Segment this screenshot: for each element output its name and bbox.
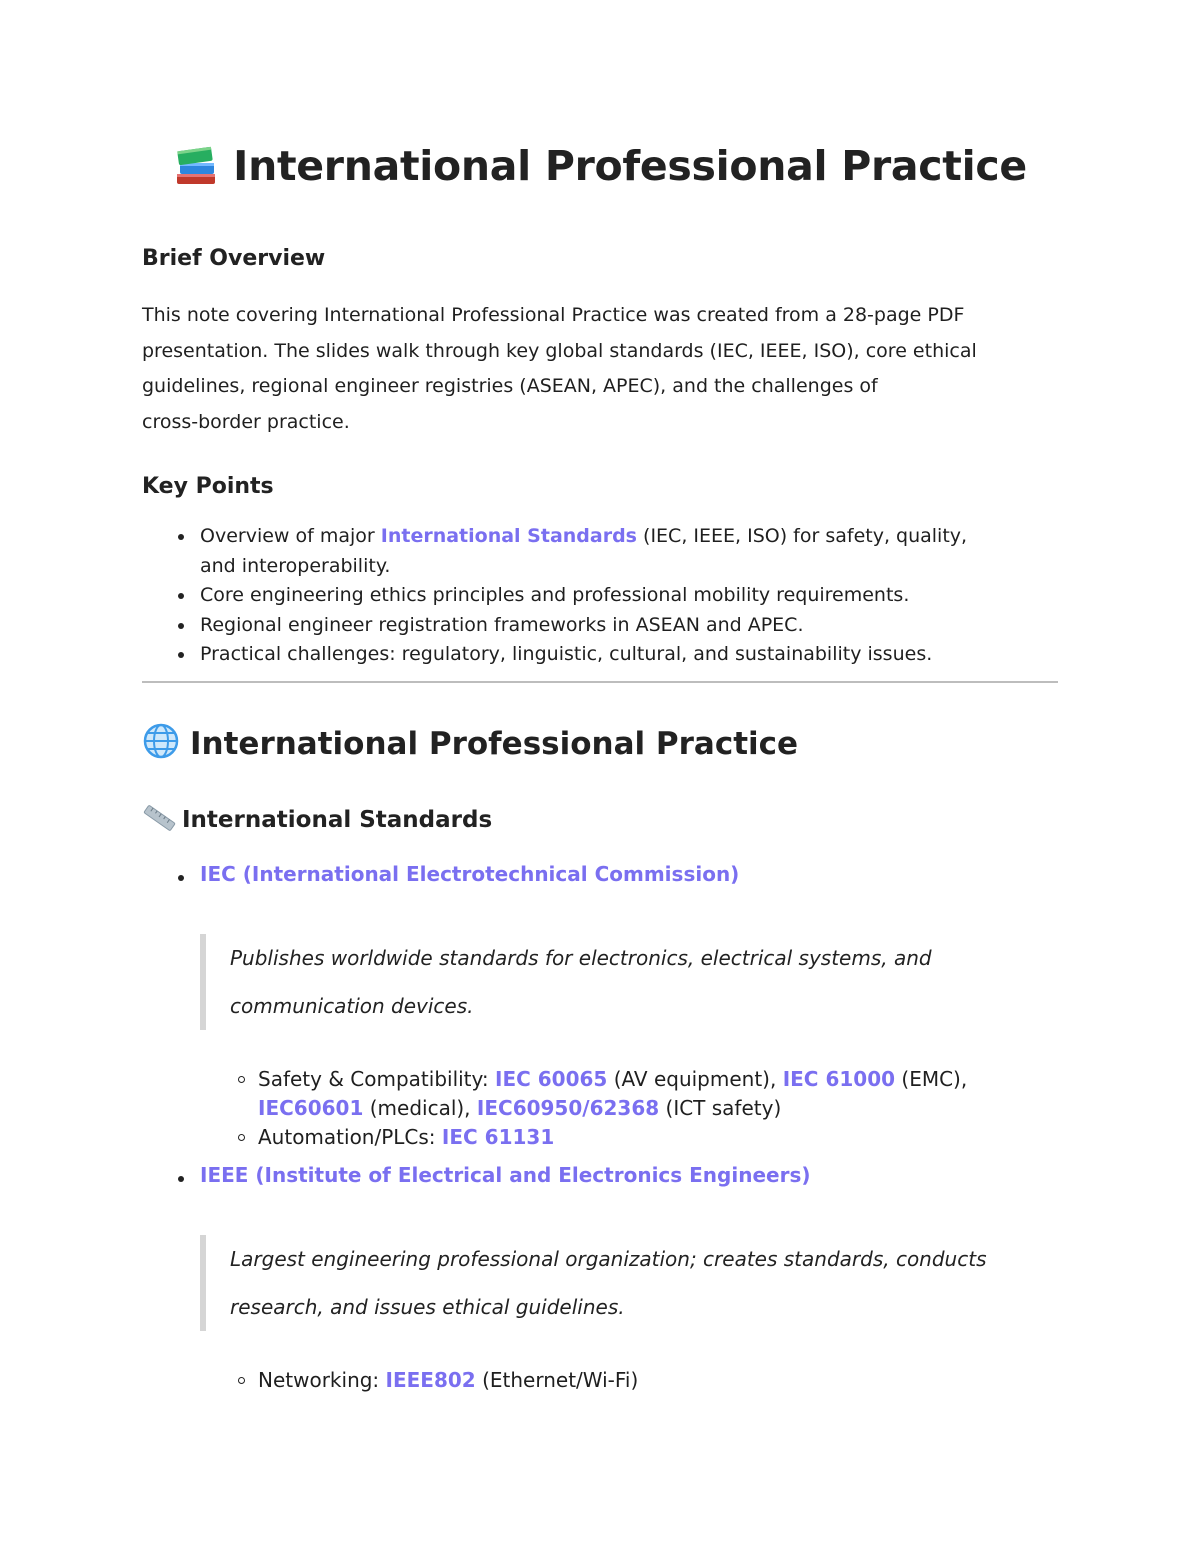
bullet-dot bbox=[178, 1176, 184, 1182]
iec-61131-link[interactable]: IEC 61131 bbox=[441, 1125, 555, 1149]
bullet-dot bbox=[178, 623, 184, 629]
page-title-text: International Professional Practice bbox=[233, 142, 1027, 190]
sub-list-item: Automation/PLCs: IEC 61131 bbox=[258, 1123, 554, 1152]
list-item: Practical challenges: regulatory, linguistic, cultural, and sustainability issues. bbox=[142, 640, 967, 670]
ieee-link[interactable]: IEEE (Institute of Electrical and Electronics Engineers) bbox=[200, 1163, 811, 1187]
page-title bbox=[142, 142, 1058, 196]
iec-61000-link[interactable]: IEC 61000 bbox=[782, 1067, 896, 1091]
overview-paragraph bbox=[142, 298, 1058, 440]
list-item bbox=[142, 862, 739, 886]
bullet-dot bbox=[178, 652, 184, 658]
section-divider bbox=[142, 681, 1058, 683]
bullet-dot bbox=[178, 593, 184, 599]
subsection-heading bbox=[142, 802, 492, 838]
bullet-dot bbox=[178, 534, 184, 540]
list-item: Core engineering ethics principles and professional mobility requirements. bbox=[142, 581, 967, 611]
list-item bbox=[142, 1163, 811, 1187]
international-standards-link[interactable]: International Standards bbox=[380, 525, 637, 547]
sub-list-item: Networking: IEEE802 (Ethernet/Wi-Fi) bbox=[258, 1366, 638, 1395]
iec-quote: Publishes worldwide standards for electronics, electrical systems, and communication devices. bbox=[200, 934, 1070, 1030]
bullet-dot bbox=[178, 875, 184, 881]
overview-line: guidelines, regional engineer registries (ASEAN, APEC), and the challenges of bbox=[142, 375, 878, 397]
key-points-heading: Key Points bbox=[142, 474, 274, 499]
list-item: Overview of major International Standards (IEC, IEEE, ISO) for safety, quality, and interoperability. bbox=[142, 522, 967, 581]
overview-line: This note covering International Professional Practice was created from a 28-page PDF bbox=[142, 304, 965, 326]
books-icon bbox=[173, 144, 219, 196]
iec-60601-link[interactable]: IEC60601 bbox=[258, 1096, 364, 1120]
iec-60065-link[interactable]: IEC 60065 bbox=[495, 1067, 608, 1091]
section-heading bbox=[142, 722, 798, 768]
bullet-ring bbox=[238, 1076, 245, 1083]
globe-icon bbox=[142, 722, 180, 768]
overview-line: cross-border practice. bbox=[142, 410, 350, 433]
ruler-icon bbox=[142, 802, 176, 838]
sub-list-item: Safety & Compatibility: IEC 60065 (AV equipment), IEC 61000 (EMC), IEC60601 (medical), IEC60950/62368 (ICT safety) bbox=[258, 1065, 967, 1123]
section-heading-text: International Professional Practice bbox=[190, 726, 799, 762]
overview-heading: Brief Overview bbox=[142, 246, 326, 271]
ieee-quote: Largest engineering professional organization; creates standards, conducts research, and issues ethical guidelines. bbox=[200, 1235, 1070, 1331]
key-points-list bbox=[142, 522, 967, 670]
list-item: Regional engineer registration frameworks in ASEAN and APEC. bbox=[142, 611, 967, 641]
bullet-ring bbox=[238, 1134, 245, 1141]
bullet-ring bbox=[238, 1377, 245, 1384]
ieee-802-link[interactable]: IEEE802 bbox=[385, 1368, 476, 1392]
iec-link[interactable]: IEC (International Electrotechnical Commission) bbox=[200, 862, 740, 886]
iec-60950-link[interactable]: IEC60950/62368 bbox=[476, 1096, 660, 1120]
overview-line: presentation. The slides walk through key global standards (IEC, IEEE, ISO), core ethical bbox=[142, 339, 977, 362]
subsection-heading-text: International Standards bbox=[182, 807, 493, 833]
